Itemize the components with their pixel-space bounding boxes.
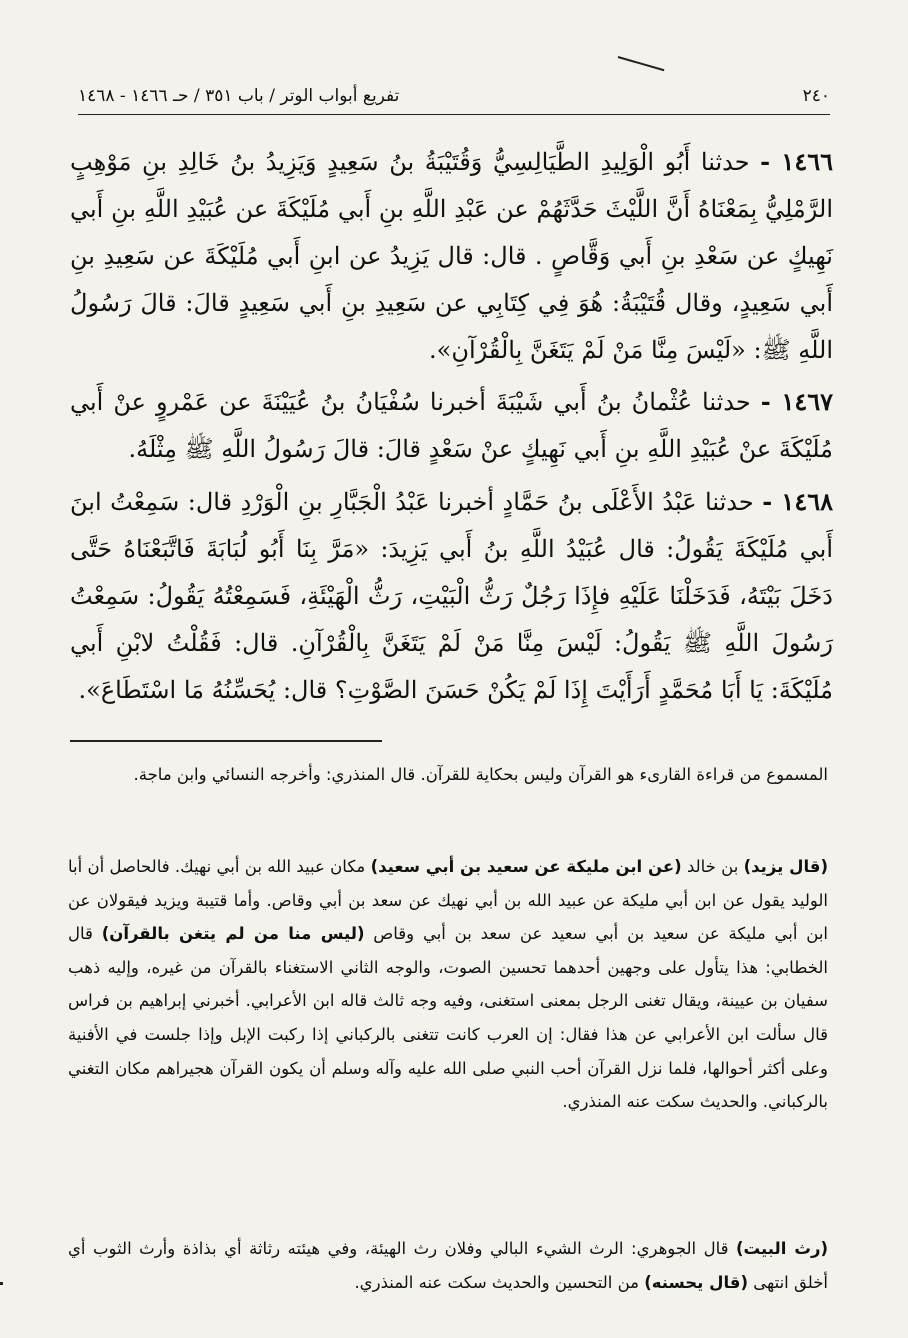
hadith-1466 [70, 138, 833, 374]
footnote-text: المسموع من قراءة القارىء هو القرآن وليس بحكاية للقرآن. قال المنذري: وأخرجه النسائي وابن ماجة. [133, 765, 828, 784]
running-title: تفريع أبواب الوتر / باب ٣٥١ / حـ ١٤٦٦ - ١٤٦٨ [78, 86, 400, 106]
hadith-text: حدثنا عَبْدُ الأَعْلَى بنُ حَمَّادٍ أخبرنا عَبْدُ الْجَبَّارِ بنِ الْوَرْدِ قال: سَمِعْتُ ابنَ أَبي مُلَيْكَةَ يَقُولُ: قال عُبَيْدُ اللَّهِ بنُ أَبي يَزِيدَ: «مَرَّ بِنَا أَبُو لُبَابَةَ فَاتَّبَعْنَاهُ حَتَّى دَخَلَ بَيْتَهُ، فَدَخَلْنَا عَلَيْهِ فإِذَا رَجُلٌ رَثُّ الْبَيْتِ، رَثُّ الْهَيْئَةِ، فَسَمِعْتُهُ يَقُولُ: سَمِعْتُ رَسُولَ اللَّهِ ﷺ يَقُولُ: لَيْسَ مِنَّا مَنْ لَمْ يَتَغَنَّ بِالْقُرْآنِ. قال: فَقُلْتُ لابْنِ أَبي مُلَيْكَةَ: يَا أَبَا مُحَمَّدٍ أَرَأَيْتَ إِذَا لَمْ يَكُنْ حَسَنَ الصَّوْتِ؟ قال: يُحَسِّنُهُ مَا اسْتَطَاعَ». [70, 488, 833, 704]
hadith-1468 [70, 478, 833, 714]
footnote-text: قال الخطابي: هذا يتأول على وجهين أحدهما تحسين الصوت، والوجه الثاني الاستغناء بالقرآن من غيره، وإليه ذهب سفيان بن عيينة، ويقال تغنى الرجل بمعنى استغنى، وفيه وجه ثالث قاله ابن الأعرابي. أخبرني إبراهيم بن فراس قال سألت ابن الأعرابي عن هذا فقال: إن العرب كانت تتغنى بالركباني إذا ركبت الإبل وإذا جلست في الأفنية وعلى أكثر أحوالها، فلما نزل القرآن أحب النبي صلى الله عليه وآله وسلم أن يكون القرآن هجيراهم مكان التغني بالركباني. والحديث سكت عنه المنذري. [68, 924, 828, 1112]
hadith-number: ١٤٦٨ - [762, 487, 833, 516]
footnote-lemma: (عن ابن مليكة عن سعيد بن أبي سعيد) [370, 857, 682, 876]
footnote-2 [68, 850, 828, 1119]
footnote-text: قال الجوهري: الرث الشيء البالي وفلان رث الهيئة، وفي هيئته رثاثة أي بذاذة وأرث الثوب أي أخلق انتهى [68, 1239, 828, 1292]
footnote-1 [68, 758, 828, 792]
hadith-text: حدثنا أَبُو الْوَلِيدِ الطَّيَالِسِيُّ وَقُتَيْبَةُ بنُ سَعِيدٍ وَيَزِيدُ بنُ خَالِدِ بنِ مَوْهِبٍ الرَّمْلِيُّ بِمَعْنَاهُ أَنَّ اللَّيْثَ حَدَّثَهُمْ عن عَبْدِ اللَّهِ بنِ أَبي مُلَيْكَةَ عن عُبَيْدِ اللَّهِ بنِ أَبي نَهِيكٍ عن سَعْدِ بنِ أَبي وَقَّاصٍ . قال: قال يَزِيدُ عن ابنِ أَبي مُلَيْكَةَ عن سَعِيدِ بنِ أَبي سَعِيدٍ، وقال قُتَيْبَةُ: هُوَ فِي كِتَابِي عن سَعِيدِ بنِ أَبي سَعِيدٍ قالَ: قالَ رَسُولُ اللَّهِ ﷺ: «لَيْسَ مِنَّا مَنْ لَمْ يَتَغَنَّ بِالْقُرْآنِ». [70, 148, 833, 364]
footnote-lemma: (قال يحسنه) [644, 1272, 748, 1292]
margin-mark [0, 1282, 3, 1285]
footnote-lemma: (ليس منا من لم يتغن بالقرآن) [101, 924, 365, 944]
page-number: ٢٤٠ [802, 86, 830, 106]
footnote-lemma: (قال يزيد) [743, 857, 828, 876]
footnote-3 [68, 1232, 828, 1299]
footnote-separator [70, 740, 382, 742]
pen-mark [618, 56, 665, 71]
footnote-text: بن خالد [681, 857, 744, 876]
hadith-number: ١٤٦٧ - [760, 387, 833, 416]
hadith-text: حدثنا عُثْمانُ بنُ أَبي شَيْبَةَ أخبرنا سُفْيَانُ بنُ عُيَيْنَةَ عن عَمْروٍ عنْ أَبي مُلَيْكَةَ عنْ عُبَيْدِ اللَّهِ بنِ أَبي نَهِيكٍ عنْ سَعْدٍ قالَ: قالَ رَسُولُ اللَّهِ ﷺ مِثْلَهُ. [70, 388, 833, 463]
hadith-1467 [70, 378, 833, 473]
page-header [78, 84, 830, 115]
hadith-number: ١٤٦٦ - [760, 147, 833, 176]
footnote-text: مكان عبيد الله بن أبي نهيك. فالحاصل أن أبا الوليد يقول عن ابن أبي مليكة عن عبيد الله بن أبي نهيك عن سعد بن أبي وقاص. وأما قتيبة ويزيد فيقولان عن ابن أبي مليكة عن سعيد بن أبي سعيد عن سعد بن أبي وقاص [68, 857, 828, 944]
footnote-lemma: (رث البيت) [736, 1239, 828, 1258]
footnote-text: من التحسين والحديث سكت عنه المنذري. [354, 1272, 645, 1292]
